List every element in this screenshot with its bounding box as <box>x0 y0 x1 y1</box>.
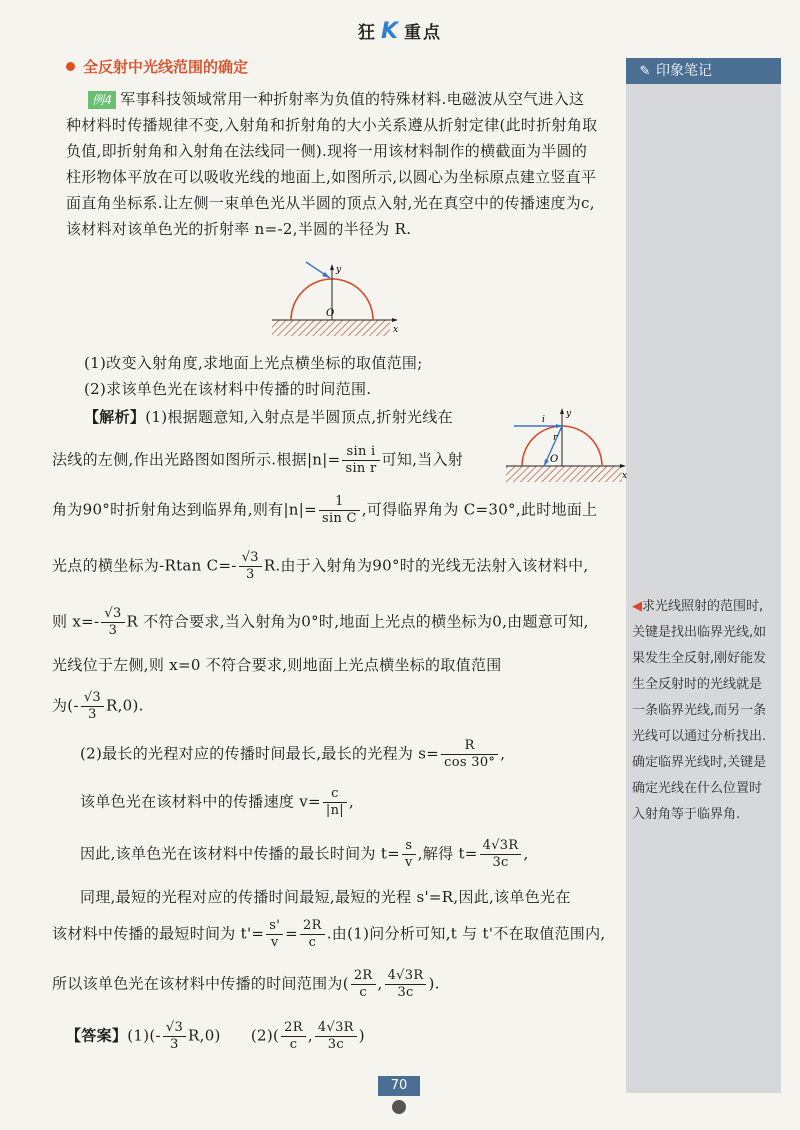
mascot-icon <box>392 1100 406 1114</box>
figure-light-path <box>504 406 628 486</box>
sidebar-note-text: 求光线照射的范围时,关键是找出临界光线,如果发生全反射,刚好能发生全反射时的光线就是一条临界光线,而另一条光线可以通过分析找出.确定临界光线时,关键是确定光线在什么位置时入射角等于临界角. <box>632 599 767 822</box>
origin-label: O <box>326 308 335 319</box>
example-statement <box>66 86 621 242</box>
fraction-den: v <box>270 935 279 950</box>
y-axis-arrow-icon-2 <box>560 408 564 414</box>
fraction-num: 4√3R <box>385 968 427 985</box>
fraction-num: 1 <box>319 494 360 511</box>
fraction-den: 3c <box>397 985 414 1000</box>
fraction-num: 2R <box>281 1020 306 1037</box>
solution-text-5a: 则 x=- <box>52 612 100 631</box>
solution-text-3a: 角为90°时折射角达到临界角,则有|n|= <box>52 500 317 519</box>
solution-line-9 <box>80 786 354 819</box>
fraction-answer-4sqrt3r-3c <box>315 1020 357 1053</box>
r-label: r <box>553 433 558 443</box>
fraction-r-cos30 <box>441 738 498 771</box>
solution-text-10b: ,解得 t= <box>417 844 478 863</box>
fraction-den: 3c <box>327 1037 344 1052</box>
solution-line-11: 同理,最短的光程对应的传播时间最短,最短的光程 s'=R,因此,该单色光在 <box>80 888 571 906</box>
fraction-num: 2R <box>351 968 376 985</box>
answer-1a: (1)(- <box>127 1026 161 1045</box>
question-1: (1)改变入射角度,求地面上光点横坐标的取值范围; <box>84 354 423 372</box>
solution-line-1 <box>84 404 504 430</box>
page-header <box>0 18 800 44</box>
solution-line-8 <box>80 738 505 771</box>
solution-text-1: (1)根据题意知,入射点是半圆顶点,折射光线在 <box>145 408 453 426</box>
note-arrow-icon: ◀ <box>632 599 642 614</box>
solution-line-3 <box>52 494 597 527</box>
solution-text-12b: .由(1)问分析可知,t 与 t'不在取值范围内, <box>326 924 606 943</box>
solution-line-4 <box>52 550 588 583</box>
solution-text-3b: ,可得临界角为 C=30°,此时地面上 <box>361 500 598 519</box>
example-line-5: 面直角坐标系.让左侧一束单色光从半圆的顶点入射,光在真空中的传播速度为c, <box>66 194 595 212</box>
example-line-6: 该材料对该单色光的折射率 n=-2,半圆的半径为 R. <box>66 220 412 238</box>
solution-text-13-sep: , <box>377 974 383 993</box>
fraction-1-sin-c <box>319 494 360 527</box>
solution-text-12a: 该材料中传播的最短时间为 t'= <box>52 924 265 943</box>
fraction-2r-c <box>300 918 325 951</box>
solution-text-7b: R,0). <box>105 696 144 715</box>
solution-text-12-eq: = <box>285 924 299 943</box>
solution-text-8a: (2)最长的光程对应的传播时间最长,最长的光程为 s= <box>80 744 440 763</box>
solution-text-9a: 该单色光在该材料中的传播速度 v= <box>80 792 321 811</box>
header-post: 重点 <box>404 23 443 43</box>
example-line-4: 柱形物体平放在可以吸收光线的地面上,如图所示,以圆心为坐标原点建立竖直平 <box>66 168 597 186</box>
fraction-answer-2r-c <box>281 1020 306 1053</box>
fraction-den: 3 <box>245 567 255 582</box>
page-number: 70 <box>378 1076 420 1096</box>
fraction-num: s' <box>266 918 283 935</box>
x-axis-arrow-icon <box>392 318 398 322</box>
section-title-text: 全反射中光线范围的确定 <box>83 58 249 76</box>
i-label: i <box>542 415 545 425</box>
solution-line-6: 光线位于左侧,则 x=0 不符合要求,则地面上光点横坐标的取值范围 <box>52 656 502 674</box>
solution-text-7a: 为(- <box>52 696 79 715</box>
answer-label: 【答案】 <box>66 1026 128 1045</box>
solution-line-5 <box>52 606 589 639</box>
answer-1b: R,0) <box>188 1026 221 1045</box>
bullet-dot-icon <box>66 62 75 71</box>
solution-text-10c: , <box>523 844 529 863</box>
fraction-num: c <box>323 786 347 803</box>
y-label: y <box>336 265 342 275</box>
ground-hatch-2 <box>506 466 622 482</box>
origin-label-2: O <box>550 454 559 465</box>
fraction-2r-c-b <box>351 968 376 1001</box>
fraction-den: sin r <box>345 461 377 476</box>
solution-text-4b: R.由于入射角为90°时的光线无法射入该材料中, <box>263 556 589 575</box>
solution-text-2a: 法线的左侧,作出光路图如图所示.根据|n|= <box>52 450 341 469</box>
x-label-2: x <box>622 471 628 481</box>
fraction-num: s <box>402 838 416 855</box>
solution-line-13 <box>52 968 440 1001</box>
fraction-sqrt3-3-c <box>81 690 104 723</box>
example-tag: 例4 <box>88 91 116 109</box>
header-k-logo: K <box>380 19 401 44</box>
notebook-icon: ✎ <box>639 64 651 79</box>
fraction-den: 3c <box>492 855 509 870</box>
solution-line-12 <box>52 918 605 951</box>
fraction-den: cos 30° <box>444 755 496 770</box>
fraction-den: c <box>359 985 367 1000</box>
fraction-num: 2R <box>300 918 325 935</box>
fraction-den: 3 <box>88 707 97 722</box>
solution-text-13a: 所以该单色光在该材料中传播的时间范围为( <box>52 974 349 993</box>
ground-hatch <box>272 320 390 336</box>
question-2: (2)求该单色光在该材料中传播的时间范围. <box>84 380 372 398</box>
y-axis-arrow-icon <box>330 264 334 270</box>
sidebar-note <box>632 594 770 828</box>
answer-2b: ) <box>358 1026 365 1045</box>
fraction-num: √3 <box>101 606 124 623</box>
y-label-2: y <box>566 409 572 419</box>
solution-text-4a: 光点的横坐标为-Rtan C=- <box>52 556 237 575</box>
solution-text-10a: 因此,该单色光在该材料中传播的最长时间为 t= <box>80 844 401 863</box>
fraction-4sqrt3r-3c-b <box>385 968 427 1001</box>
example-line-3: 负值,即折射角和入射角在法线同一侧).现将一用该材料制作的横截面为半圆的 <box>66 142 588 160</box>
fraction-sqrt3-3-b <box>101 606 124 639</box>
refracted-ray-arrow-icon <box>544 459 549 466</box>
fraction-den: c <box>308 935 317 950</box>
fraction-sqrt3-3 <box>239 550 262 583</box>
solution-line-10 <box>80 838 529 871</box>
fraction-den: v <box>405 855 413 870</box>
fraction-num: sin i <box>342 444 379 461</box>
fraction-4sqrt3r-3c <box>480 838 522 871</box>
answer-2a: (2)( <box>250 1026 280 1045</box>
section-title <box>66 56 248 77</box>
questions <box>84 350 639 402</box>
x-axis-arrow-icon-2 <box>620 464 626 468</box>
fraction-den: 3 <box>108 623 118 638</box>
solution-label: 【解析】 <box>84 408 146 426</box>
figure-semicircle <box>270 258 400 340</box>
fraction-den: c <box>289 1037 298 1052</box>
notes-sidebar-title: 印象笔记 <box>656 63 712 79</box>
answer-line <box>66 1020 365 1053</box>
fraction-num: √3 <box>163 1020 186 1037</box>
solution-text-8b: , <box>500 744 506 763</box>
solution-text-13b: ). <box>428 974 440 993</box>
example-line-2: 种材料时传播规律不变,入射角和折射角的大小关系遵从折射定律(此时折射角取 <box>66 116 598 134</box>
fraction-answer-sqrt3-3 <box>163 1020 186 1053</box>
header-pre: 狂 <box>357 23 377 43</box>
notes-sidebar <box>626 58 781 1093</box>
solution-line-7 <box>52 690 144 723</box>
fraction-s-prime-v <box>266 918 283 951</box>
solution-text-9b: , <box>348 792 355 811</box>
solution-text-5b: R 不符合要求,当入射角为0°时,地面上光点的横坐标为0,由题意可知, <box>126 612 589 631</box>
solution-line-2 <box>52 444 463 477</box>
fraction-den: 3 <box>170 1037 179 1052</box>
fraction-s-v <box>402 838 416 871</box>
answer-2-sep: , <box>307 1026 313 1045</box>
fraction-den: |n| <box>325 803 344 818</box>
fraction-c-n <box>323 786 347 819</box>
notes-sidebar-header <box>626 58 781 84</box>
fraction-num: 4√3R <box>315 1020 357 1037</box>
x-label: x <box>393 325 399 335</box>
fraction-num: √3 <box>81 690 104 707</box>
fraction-num: R <box>441 738 498 755</box>
fraction-sin-i-sin-r <box>342 444 379 477</box>
fraction-num: √3 <box>239 550 262 567</box>
fraction-num: 4√3R <box>480 838 522 855</box>
solution-text-2b: 可知,当入射 <box>381 450 464 469</box>
fraction-den: sin C <box>322 511 357 526</box>
example-line-1: 军事科技领域常用一种折射率为负值的特殊材料.电磁波从空气进入这 <box>120 90 585 108</box>
